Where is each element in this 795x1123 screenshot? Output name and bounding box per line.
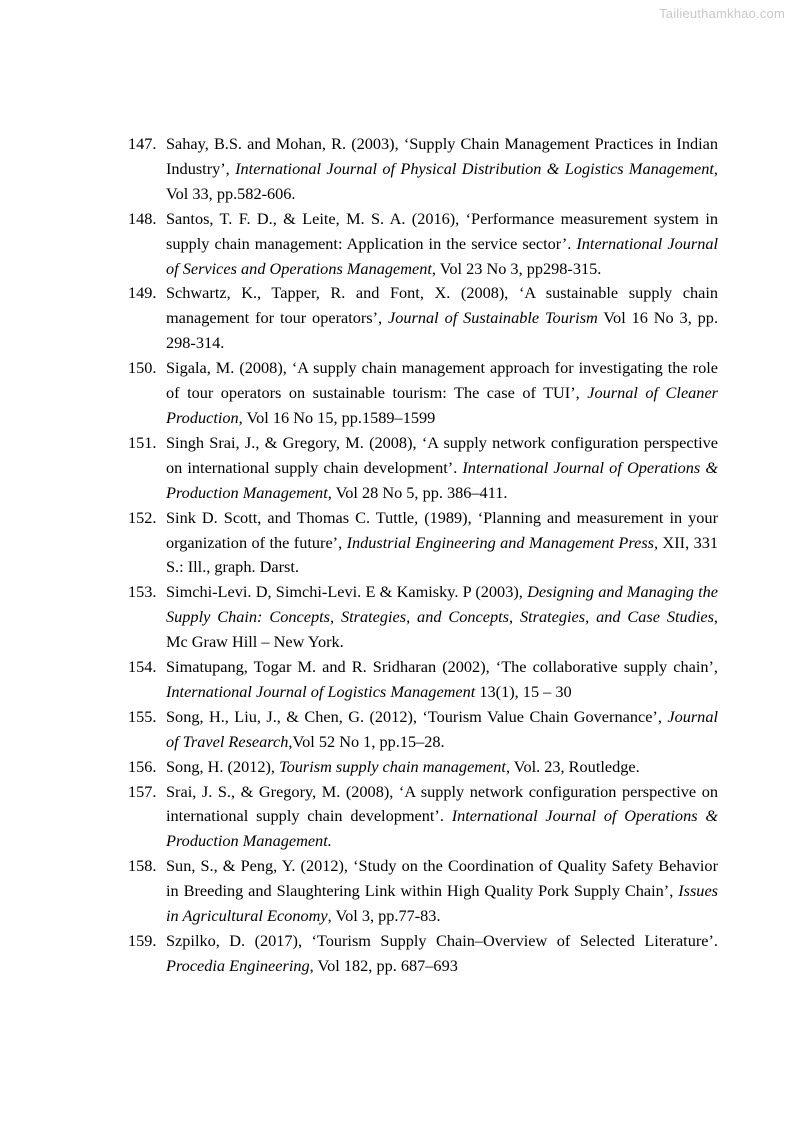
- reference-item: [128, 207, 718, 282]
- reference-number: 158.: [128, 856, 157, 876]
- reference-item: [128, 356, 718, 431]
- reference-source-title: Industrial Engineering and Management Press,: [346, 532, 659, 552]
- reference-source-title: Journal of Cleaner Production,: [166, 383, 719, 427]
- reference-text: Sigala, M. (2008), ‘A supply chain management approach for investigating the role of tour operators on sustainable tourism: The case of TUI’,: [166, 358, 718, 403]
- reference-details: Vol 16 No 3, pp. 298-314.: [166, 308, 719, 353]
- reference-number: 153.: [128, 582, 157, 602]
- reference-text: Santos, T. F. D., & Leite, M. S. A. (2016), ‘Performance measurement system in supply chain management: Application in the service sector’.: [166, 208, 718, 253]
- reference-item: [128, 705, 718, 755]
- reference-source-title: Designing and Managing the Supply Chain: Concepts, Strategies, and Concepts, Strategies, and Case Studies: [166, 582, 718, 627]
- reference-source-title: Tourism supply chain management,: [279, 756, 511, 776]
- reference-text: Sahay, B.S. and Mohan, R. (2003), ‘Supply Chain Management Practices in Indian Industry’,: [166, 134, 718, 178]
- reference-item: [128, 655, 718, 705]
- reference-text: Sun, S., & Peng, Y. (2012), ‘Study on the Coordination of Quality Safety Behavior in Breeding and Slaughtering Link within High Quality Pork Supply Chain’,: [166, 856, 718, 901]
- reference-number: 150.: [128, 358, 157, 378]
- reference-text: Simchi-Levi. D, Simchi-Levi. E & Kamisky. P (2003),: [166, 582, 528, 602]
- reference-source-title: International Journal of Services and Operations Management: [166, 233, 718, 278]
- reference-source-title: Procedia Engineering: [166, 955, 310, 975]
- watermark: Tailieuthamkhao.com: [659, 6, 785, 21]
- reference-number: 152.: [128, 507, 157, 527]
- reference-number: 159.: [128, 931, 157, 950]
- reference-source-title: International Journal of Operations & Production Management,: [166, 457, 718, 502]
- reference-number: 151.: [128, 432, 157, 452]
- reference-number: 156.: [128, 756, 157, 776]
- reference-number: 157.: [128, 781, 157, 801]
- reference-source-title: Journal of Sustainable Tourism: [388, 308, 598, 328]
- reference-number: 148.: [128, 208, 157, 228]
- reference-item: [128, 929, 718, 979]
- reference-details: Vol 16 No 15, pp.1589–1599: [242, 407, 436, 427]
- reference-details: , Vol 182, pp. 687–693: [309, 955, 458, 975]
- reference-details: XII, 331 S.: Ill., graph. Darst.: [166, 532, 718, 577]
- reference-details: Vol 52 No 1, pp.15–28.: [292, 731, 445, 751]
- reference-source-title: Issues in Agricultural Economy: [166, 881, 718, 926]
- reference-source-title: International Journal of Physical Distribution & Logistics Management: [235, 158, 714, 178]
- reference-text: Schwartz, K., Tapper, R. and Font, X. (2008), ‘A sustainable supply chain management for tour operators’,: [166, 283, 718, 328]
- reference-details: Vol. 23, Routledge.: [510, 756, 640, 776]
- reference-source-title: International Journal of Logistics Management: [166, 681, 476, 701]
- reference-text: Song, H., Liu, J., & Chen, G. (2012), ‘Tourism Value Chain Governance’,: [166, 706, 668, 726]
- reference-text: Singh Srai, J., & Gregory, M. (2008), ‘A supply network configuration perspective on international supply chain development’.: [166, 432, 718, 477]
- reference-item: [128, 854, 718, 929]
- reference-details: , Vol 33, pp.582-606.: [166, 158, 718, 203]
- reference-number: 147.: [128, 134, 157, 153]
- reference-source-title: Journal of Travel Research,: [166, 706, 718, 751]
- reference-number: 149.: [128, 283, 157, 303]
- reference-item: [128, 132, 718, 207]
- reference-item: [128, 755, 718, 780]
- reference-text: Szpilko, D. (2017), ‘Tourism Supply Chain–Overview of Selected Literature’.: [166, 931, 718, 950]
- reference-list: [128, 132, 718, 979]
- reference-text: Song, H. (2012),: [166, 756, 280, 776]
- reference-item: [128, 431, 718, 506]
- reference-item: [128, 281, 718, 356]
- reference-text: Sink D. Scott, and Thomas C. Tuttle, (1989), ‘Planning and measurement in your organization of the future’,: [166, 507, 718, 552]
- reference-details: , Vol 3, pp.77-83.: [327, 906, 441, 926]
- reference-item: [128, 506, 718, 581]
- reference-text: Srai, J. S., & Gregory, M. (2008), ‘A supply network configuration perspective on international supply chain development’.: [166, 781, 718, 826]
- reference-details: Vol 28 No 5, pp. 386–411.: [331, 482, 508, 502]
- reference-details: , Mc Graw Hill – New York.: [166, 607, 718, 652]
- reference-details: , Vol 23 No 3, pp298-315.: [431, 258, 602, 278]
- reference-item: [128, 780, 718, 855]
- reference-text: Simatupang, Togar M. and R. Sridharan (2002), ‘The collaborative supply chain’,: [166, 657, 718, 677]
- reference-source-title: International Journal of Operations & Production Management.: [166, 806, 718, 851]
- reference-details: 13(1), 15 – 30: [475, 681, 572, 701]
- reference-item: [128, 580, 718, 655]
- reference-number: 155.: [128, 706, 157, 726]
- reference-number: 154.: [128, 657, 157, 677]
